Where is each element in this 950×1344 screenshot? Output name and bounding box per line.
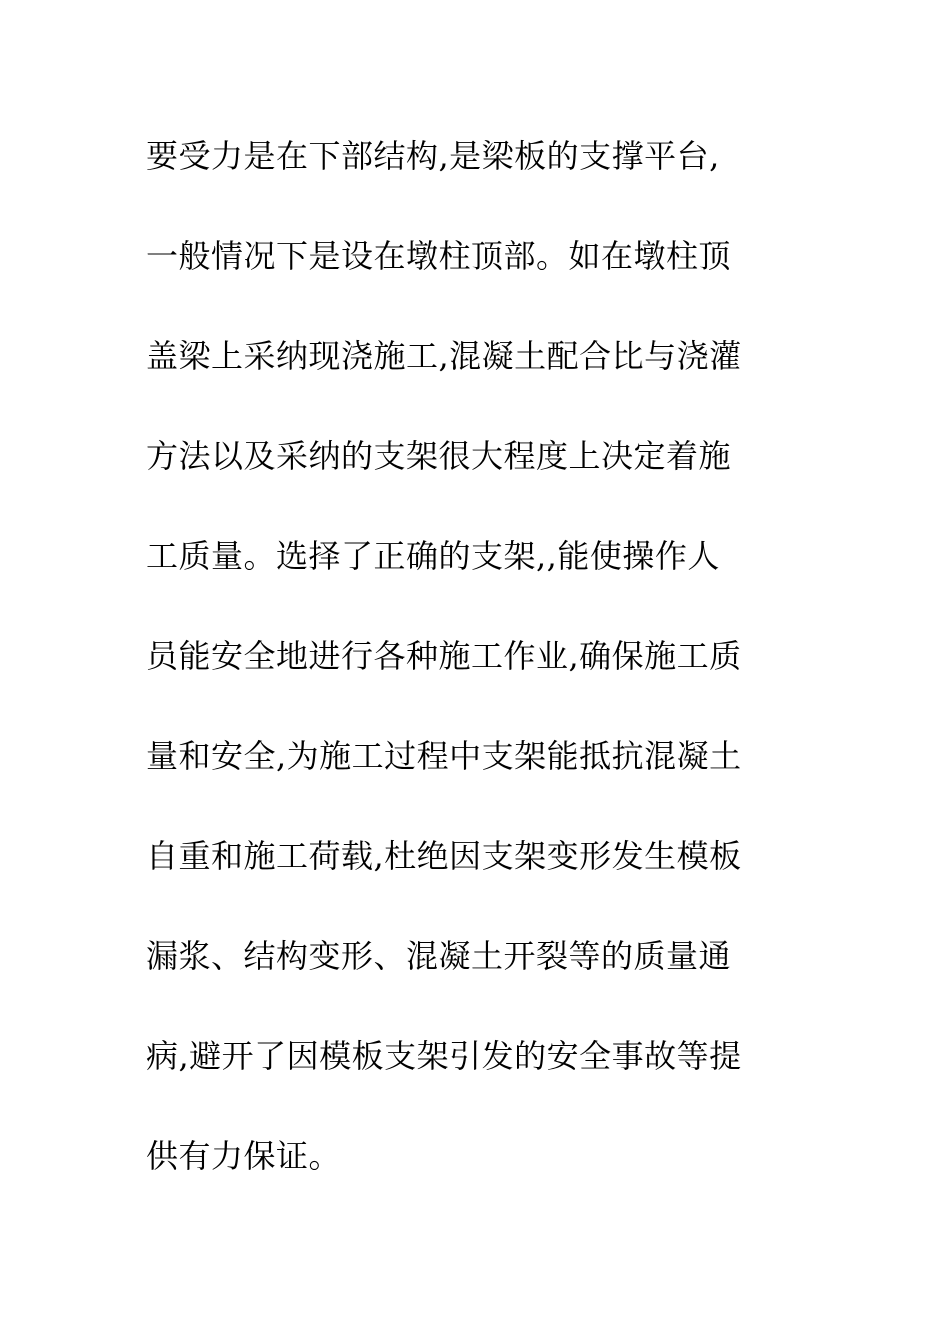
text-line: 自重和施工荷载,杜绝因支架变形发生模板 <box>146 837 742 875</box>
text-line: 工质量。选择了正确的支架,,能使操作人 <box>146 537 720 575</box>
text-line: 漏浆、结构变形、混凝土开裂等的质量通 <box>146 937 732 975</box>
text-line: 量和安全,为施工过程中支架能抵抗混凝土 <box>146 737 742 775</box>
text-line: 一般情况下是设在墩柱顶部。如在墩柱顶 <box>146 237 732 275</box>
text-line: 方法以及采纳的支架很大程度上决定着施 <box>146 437 732 475</box>
text-line: 供有力保证。 <box>146 1137 342 1175</box>
text-line: 盖梁上采纳现浇施工,混凝土配合比与浇灌 <box>146 337 742 375</box>
body-paragraph <box>146 125 806 1225</box>
text-line: 员能安全地进行各种施工作业,确保施工质 <box>146 637 742 675</box>
text-line: 病,避开了因模板支架引发的安全事故等提 <box>146 1037 742 1075</box>
text-line: 要受力是在下部结构,是梁板的支撑平台, <box>146 137 720 175</box>
